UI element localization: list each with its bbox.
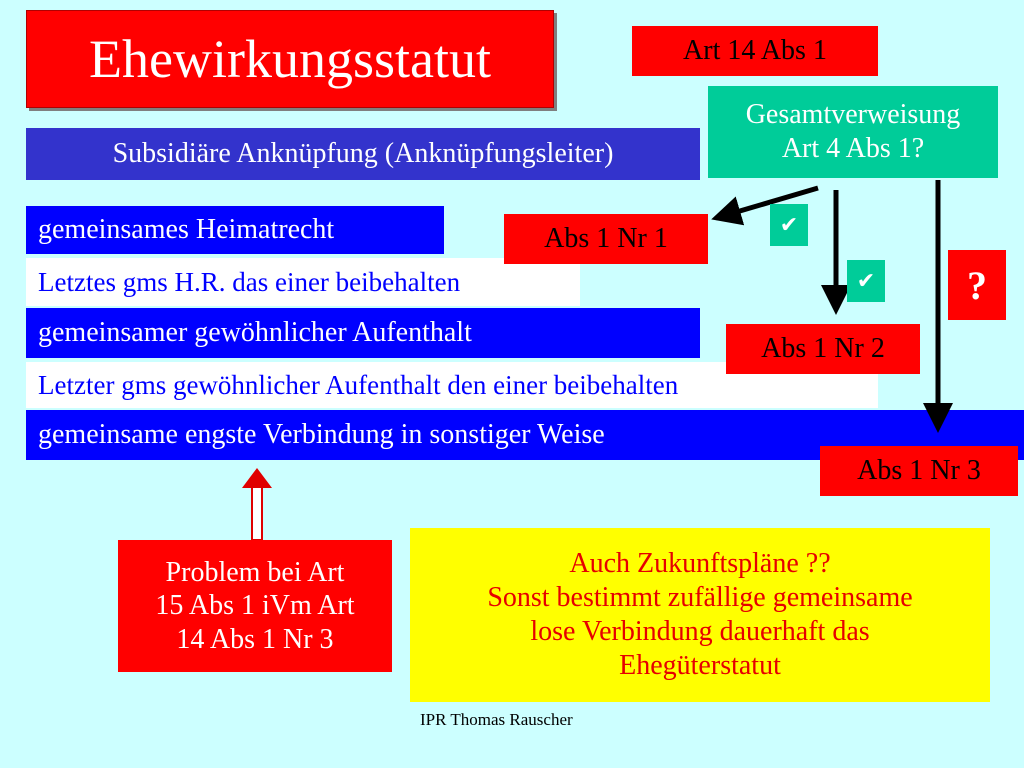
ladder-step-3: gemeinsamer gewöhnlicher Aufenthalt bbox=[26, 308, 700, 358]
up-arrow-to-ladder-step-5 bbox=[242, 468, 272, 540]
subtitle: Subsidiäre Anknüpfung (Anknüpfungsleiter) bbox=[26, 128, 700, 180]
note-line3: lose Verbindung dauerhaft das bbox=[530, 616, 870, 647]
tag-abs1-nr3: Abs 1 Nr 3 bbox=[820, 446, 1018, 496]
question-mark-box: ? bbox=[948, 250, 1006, 320]
problem-line2: 15 Abs 1 iVm Art bbox=[155, 590, 355, 622]
note-line1: Auch Zukunftspläne ?? bbox=[569, 547, 831, 579]
note-line4: Ehegüterstatut bbox=[619, 650, 781, 682]
footer-credit: IPR Thomas Rauscher bbox=[420, 710, 573, 729]
page-title: Ehewirkungsstatut bbox=[26, 10, 554, 108]
ladder-step-2: Letztes gms H.R. das einer beibehalten bbox=[26, 258, 580, 306]
ladder-step-4: Letzter gms gewöhnlicher Aufenthalt den einer beibehalten bbox=[26, 362, 878, 408]
check-icon: ✔ bbox=[847, 260, 885, 302]
problem-line3: 14 Abs 1 Nr 3 bbox=[176, 623, 334, 655]
tag-abs1-nr1: Abs 1 Nr 1 bbox=[504, 214, 708, 264]
ladder-step-5: gemeinsame engste Verbindung in sonstiger Weise bbox=[26, 410, 1024, 460]
note-box bbox=[410, 528, 990, 702]
gesamtverweisung-line2: Art 4 Abs 1? bbox=[781, 133, 925, 164]
note-line2: Sonst bestimmt zufällige gemeinsame bbox=[487, 581, 913, 613]
gesamtverweisung-line1: Gesamtverweisung bbox=[745, 99, 961, 131]
problem-line1: Problem bei Art bbox=[165, 556, 345, 588]
problem-box bbox=[118, 540, 392, 672]
ladder-step-1: gemeinsames Heimatrecht bbox=[26, 206, 444, 254]
art14-label: Art 14 Abs 1 bbox=[632, 26, 878, 76]
tag-abs1-nr2: Abs 1 Nr 2 bbox=[726, 324, 920, 374]
check-icon: ✔ bbox=[770, 204, 808, 246]
